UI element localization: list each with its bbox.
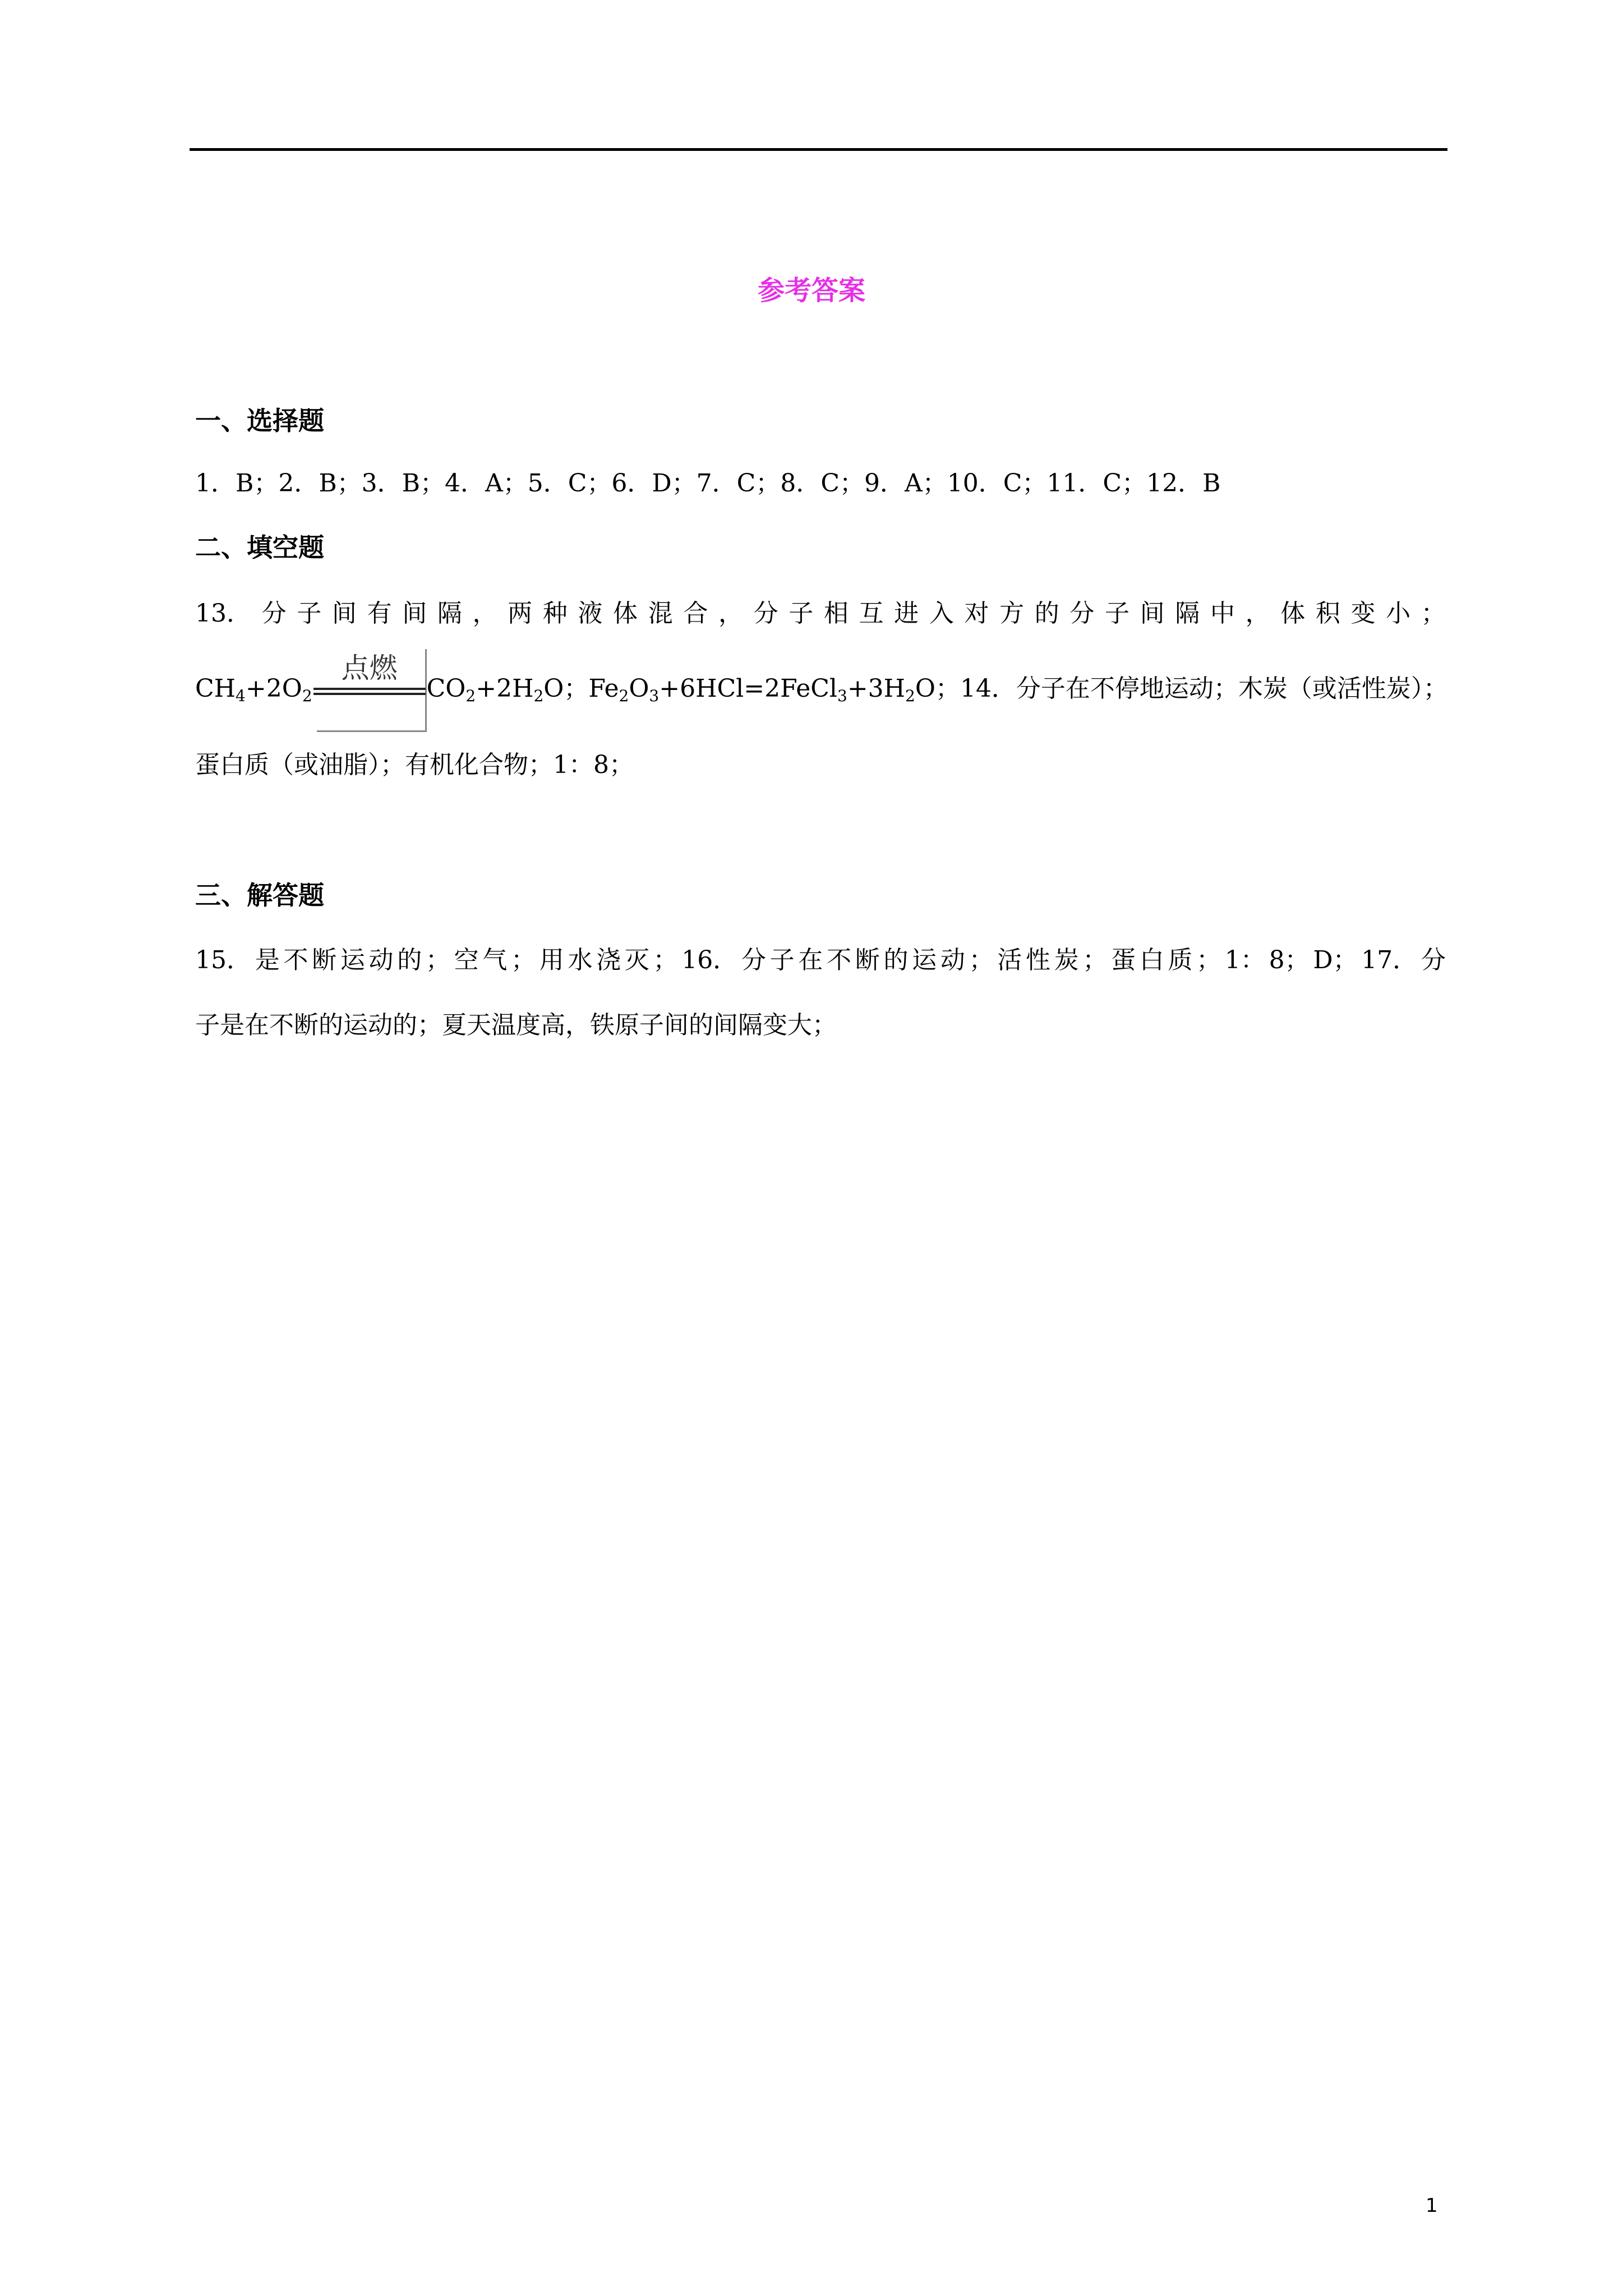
fill-line-1-char: ， — [1245, 599, 1270, 628]
condition-label: 点燃 — [341, 651, 398, 684]
choice-answers: 1．B；2．B；3．B；4．A；5．C；6．D；7．C；8．C；9．A；10．C；11．C；12．B — [195, 469, 1221, 498]
answer-line-1-char: 16． — [681, 946, 738, 974]
answer-line-1 — [195, 944, 1446, 977]
fill-line-1-char: 的 — [1034, 599, 1059, 628]
fill-line-1-char: 进 — [894, 599, 919, 628]
fill-answer-line-2 — [195, 651, 1448, 707]
fill-line-1-char: ， — [718, 599, 743, 628]
answer-line-1-char: 不 — [827, 946, 852, 974]
answer-line-2: 子是在不断的运动的；夏天温度高，铁原子间的间隔变大； — [195, 1011, 837, 1039]
equals-bar-bottom — [313, 693, 426, 695]
answer-line-1-char: 不 — [283, 946, 308, 974]
fill-line-1-char: 分 — [261, 599, 287, 628]
answer-line-1-char: 是 — [255, 946, 280, 974]
answer-line-1-char: 子 — [769, 946, 795, 974]
fill-line-1-char: ， — [472, 599, 497, 628]
fill-line-1-char: 小 — [1386, 599, 1411, 628]
answer-line-1-char: 1： — [1224, 946, 1265, 974]
formula-o2: $+2O_2$ — [245, 674, 312, 705]
formula-h2o-and-fe: $+2H_2O$；$Fe_2O_3$ — [476, 674, 660, 705]
fill-line-1-char: 两 — [508, 599, 533, 628]
fill-line-1-char: 13． — [195, 599, 251, 628]
fill-line-1-char: 间 — [402, 599, 427, 628]
answer-line-1-char: ； — [653, 946, 678, 974]
fill-line-1-char: 对 — [964, 599, 989, 628]
fill-line-1-char: 互 — [859, 599, 884, 628]
section-heading-choice: 一、选择题 — [195, 406, 324, 436]
equals-bar-top — [313, 688, 426, 690]
fill-line-1-char: 体 — [1280, 599, 1306, 628]
fill-answer-line-1 — [195, 597, 1446, 631]
answer-line-1-char: 炭 — [1054, 946, 1079, 974]
fill-line-1-char: 体 — [613, 599, 638, 628]
fill-line-1-char: 相 — [823, 599, 849, 628]
answer-line-1-char: ； — [969, 946, 994, 974]
section-heading-fill: 二、填空题 — [195, 532, 324, 563]
fill-line-1-char: 间 — [1140, 599, 1165, 628]
answer-line-1-char: 的 — [883, 946, 909, 974]
answer-line-1-char: 断 — [855, 946, 880, 974]
answer-line-1-char: 15． — [195, 946, 251, 974]
header-rule — [190, 148, 1447, 151]
fill-line-1-char: 积 — [1315, 599, 1340, 628]
fill-line-1-char: 入 — [929, 599, 954, 628]
answer-line-1-char: ； — [425, 946, 450, 974]
answer-line-1-char: 运 — [912, 946, 937, 974]
answer-line-1-char: 用 — [539, 946, 564, 974]
answer-line-1-char: 气 — [482, 946, 508, 974]
fill-line-1-char: 分 — [1069, 599, 1095, 628]
answer-line-1-char: 8； — [1269, 946, 1310, 974]
answer-line-1-char: 在 — [798, 946, 823, 974]
answer-line-1-char: 17． — [1361, 946, 1418, 974]
fill-line-1-char: ； — [1421, 599, 1446, 628]
answer-line-1-char: 的 — [397, 946, 422, 974]
answer-line-1-char: 灭 — [624, 946, 649, 974]
answer-line-1-char: 运 — [340, 946, 365, 974]
answer-line-1-char: D； — [1313, 946, 1358, 974]
fill-line-1-char: 子 — [1105, 599, 1130, 628]
answer-line-1-char: 活 — [997, 946, 1022, 974]
fill-line-1-char: 中 — [1210, 599, 1235, 628]
answer-line-1-char: ； — [1082, 946, 1108, 974]
fill-line-1-char: 间 — [331, 599, 357, 628]
formula-co2: $CO_2$ — [426, 674, 476, 705]
fill-line-1-char: 隔 — [437, 599, 462, 628]
fill-line-1-char: 混 — [648, 599, 673, 628]
answer-line-1-char: 性 — [1025, 946, 1050, 974]
fill-line-1-char: 变 — [1350, 599, 1376, 628]
page-number: 1 — [1426, 2194, 1438, 2217]
answer-line-1-char: 分 — [1421, 946, 1446, 974]
answer-line-1-char: 空 — [454, 946, 479, 974]
fill-line-1-char: 种 — [542, 599, 568, 628]
fill-line-1-char: 子 — [297, 599, 322, 628]
formula-ch4: $CH_4$ — [195, 674, 246, 705]
answer-line-1-char: 水 — [568, 946, 593, 974]
fill-line-1-char: 方 — [999, 599, 1025, 628]
answer-line-1-char: 分 — [741, 946, 766, 974]
fill-line-1-char: 隔 — [1175, 599, 1200, 628]
answer-line-1-char: 浇 — [596, 946, 621, 974]
answer-line-1-char: 动 — [368, 946, 394, 974]
fill-line-1-char: 合 — [683, 599, 708, 628]
reaction-condition — [313, 651, 426, 707]
formula-hcl-fecl3: +6HCl=2FeCl$_3$ — [659, 674, 847, 705]
fill-line-1-char: 子 — [789, 599, 814, 628]
answer-line-1-char: 蛋 — [1111, 946, 1136, 974]
fill-line-1-char: 液 — [578, 599, 603, 628]
fill-line-1-char: 有 — [367, 599, 392, 628]
fill-answer-line-3: 蛋白质（或油脂）；有机化合物；1：8； — [195, 751, 634, 779]
page-title: 参考答案 — [757, 275, 865, 306]
answer-line-1-char: 白 — [1139, 946, 1164, 974]
fill-line-1-char: 分 — [753, 599, 778, 628]
answer-line-1-char: 质 — [1168, 946, 1193, 974]
answer-line-1-char: 断 — [312, 946, 337, 974]
formula-water-and-14: $+3H_2O$；14．分子在不停地运动；木炭（或活性炭）； — [847, 674, 1448, 705]
answer-line-1-char: ； — [511, 946, 536, 974]
section-heading-answer: 三、解答题 — [195, 880, 324, 910]
answer-line-1-char: 动 — [940, 946, 965, 974]
answer-line-1-char: ； — [1196, 946, 1221, 974]
